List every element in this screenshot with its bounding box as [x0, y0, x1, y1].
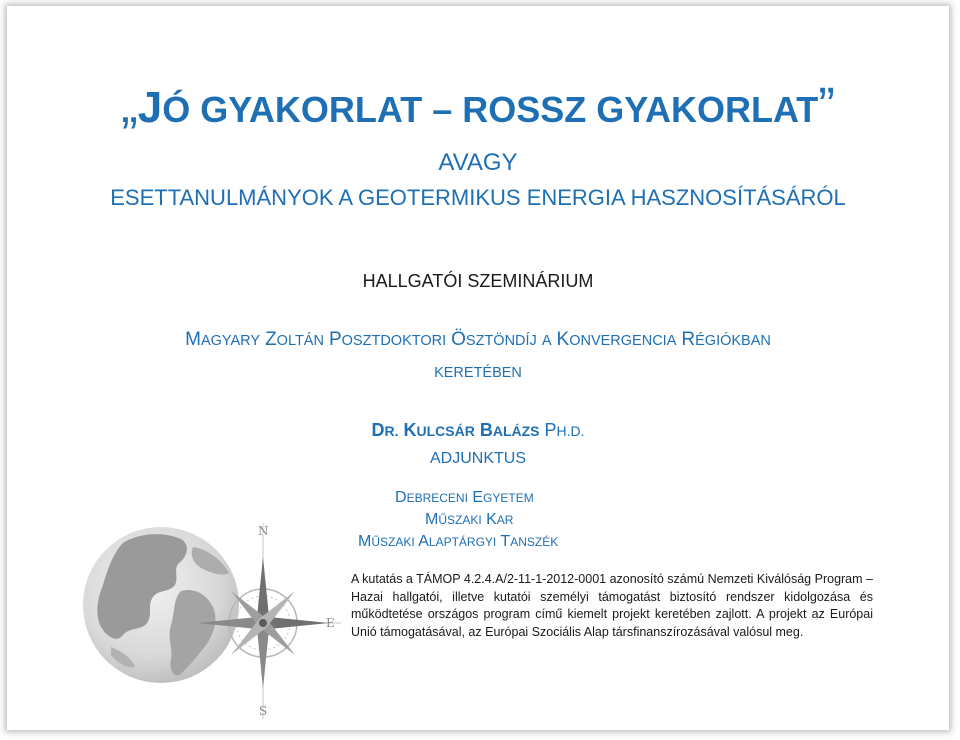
compass-rose-icon — [197, 523, 341, 719]
seminar-label: HALLGATÓI SZEMINÁRIUM — [362, 271, 594, 291]
university-line-3: MŰSZAKI ALAPTÁRGYI TANSZÉK — [358, 533, 559, 550]
slide-title: „JÓ GYAKORLAT – ROSSZ GYAKORLAT” — [121, 77, 835, 133]
author-name: DR. KULCSÁR BALÁZS PH.D. — [371, 420, 585, 440]
globe-icon — [83, 527, 239, 683]
university-line-1: DEBRECENI EGYETEM — [395, 489, 534, 506]
globe-compass-emblem — [83, 519, 353, 719]
subtitle-line-2: ESETTANULMÁNYOK A GEOTERMIKUS ENERGIA HASZNOSÍTÁSÁRÓL — [110, 185, 846, 210]
compass-north-label: N — [258, 524, 269, 538]
subtitle-line-1: AVAGY — [438, 149, 518, 176]
compass-east-label: E — [326, 616, 335, 630]
slide — [7, 6, 949, 730]
funding-notice: A kutatás a TÁMOP 4.2.4.A/2-11-1-2012-0001 azonosító számú Nemzeti Kiválóság Program – Hazai hallgatói, illetve kutatói személyi támogatást biztosító rendszer kidolgozása és működtetése országos program című kiemelt projekt keretében zajlott. A projekt az Európai Unió támogatásával, az Európai Szociális Alap társfinanszírozásával valósul meg. — [351, 572, 873, 639]
author-role: ADJUNKTUS — [429, 450, 526, 467]
university-line-2: MŰSZAKI KAR — [425, 511, 514, 528]
scholarship-line-2: KERETÉBEN — [434, 365, 522, 381]
compass-south-label: S — [259, 704, 268, 718]
scholarship-text: MAGYARY ZOLTÁN POSZTDOKTORI ÖSZTÖNDÍJ A KONVERGENCIA RÉGIÓKBAN KERETÉBEN — [185, 329, 771, 381]
